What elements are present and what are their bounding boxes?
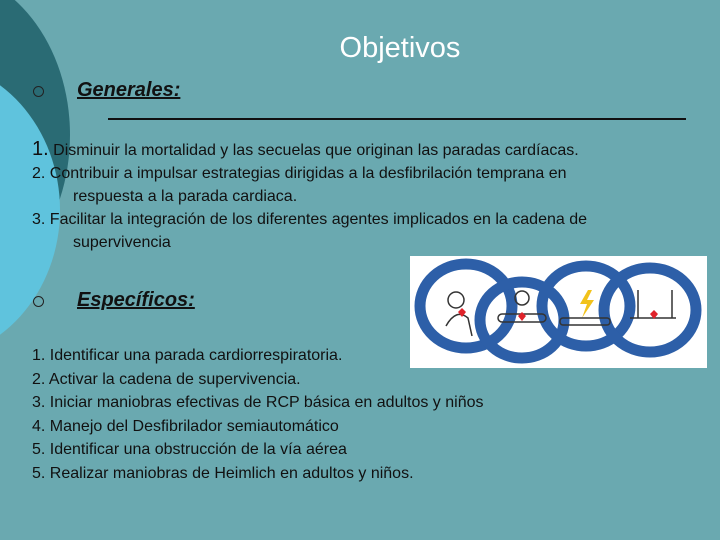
list-item: 3. Facilitar la integración de los diferentes agentes implicados en la cadena de supervivencia (32, 211, 588, 251)
list-item: 1. Disminuir la mortalidad y las secuelas que originan las paradas cardíacas. (32, 138, 579, 160)
list-item: 2. Activar la cadena de supervivencia. (32, 370, 301, 388)
slide-title: Objetivos (339, 32, 461, 64)
bullet-circle-icon (33, 296, 44, 307)
list-item: 1. Identificar una parada cardiorrespiratoria. (32, 347, 343, 364)
generales-list (32, 138, 692, 254)
bullet-circle-icon (33, 86, 44, 97)
list-item: 4. Manejo del Desfibrilador semiautomático (32, 417, 339, 435)
generales-heading: Generales: (77, 79, 181, 101)
list-item: 5. Identificar una obstrucción de la vía aérea (32, 441, 347, 458)
list-item: 2. Contribuir a impulsar estrategias dirigidas a la desfibrilación temprana en respuesta a la parada cardiaca. (32, 165, 567, 205)
especificos-heading: Específicos: (77, 289, 195, 311)
list-item: 3. Iniciar maniobras efectivas de RCP básica en adultos y niños (32, 394, 484, 411)
list-item: 5. Realizar maniobras de Heimlich en adultos y niños. (32, 464, 414, 482)
especificos-list (32, 344, 484, 485)
divider-line (108, 118, 686, 120)
